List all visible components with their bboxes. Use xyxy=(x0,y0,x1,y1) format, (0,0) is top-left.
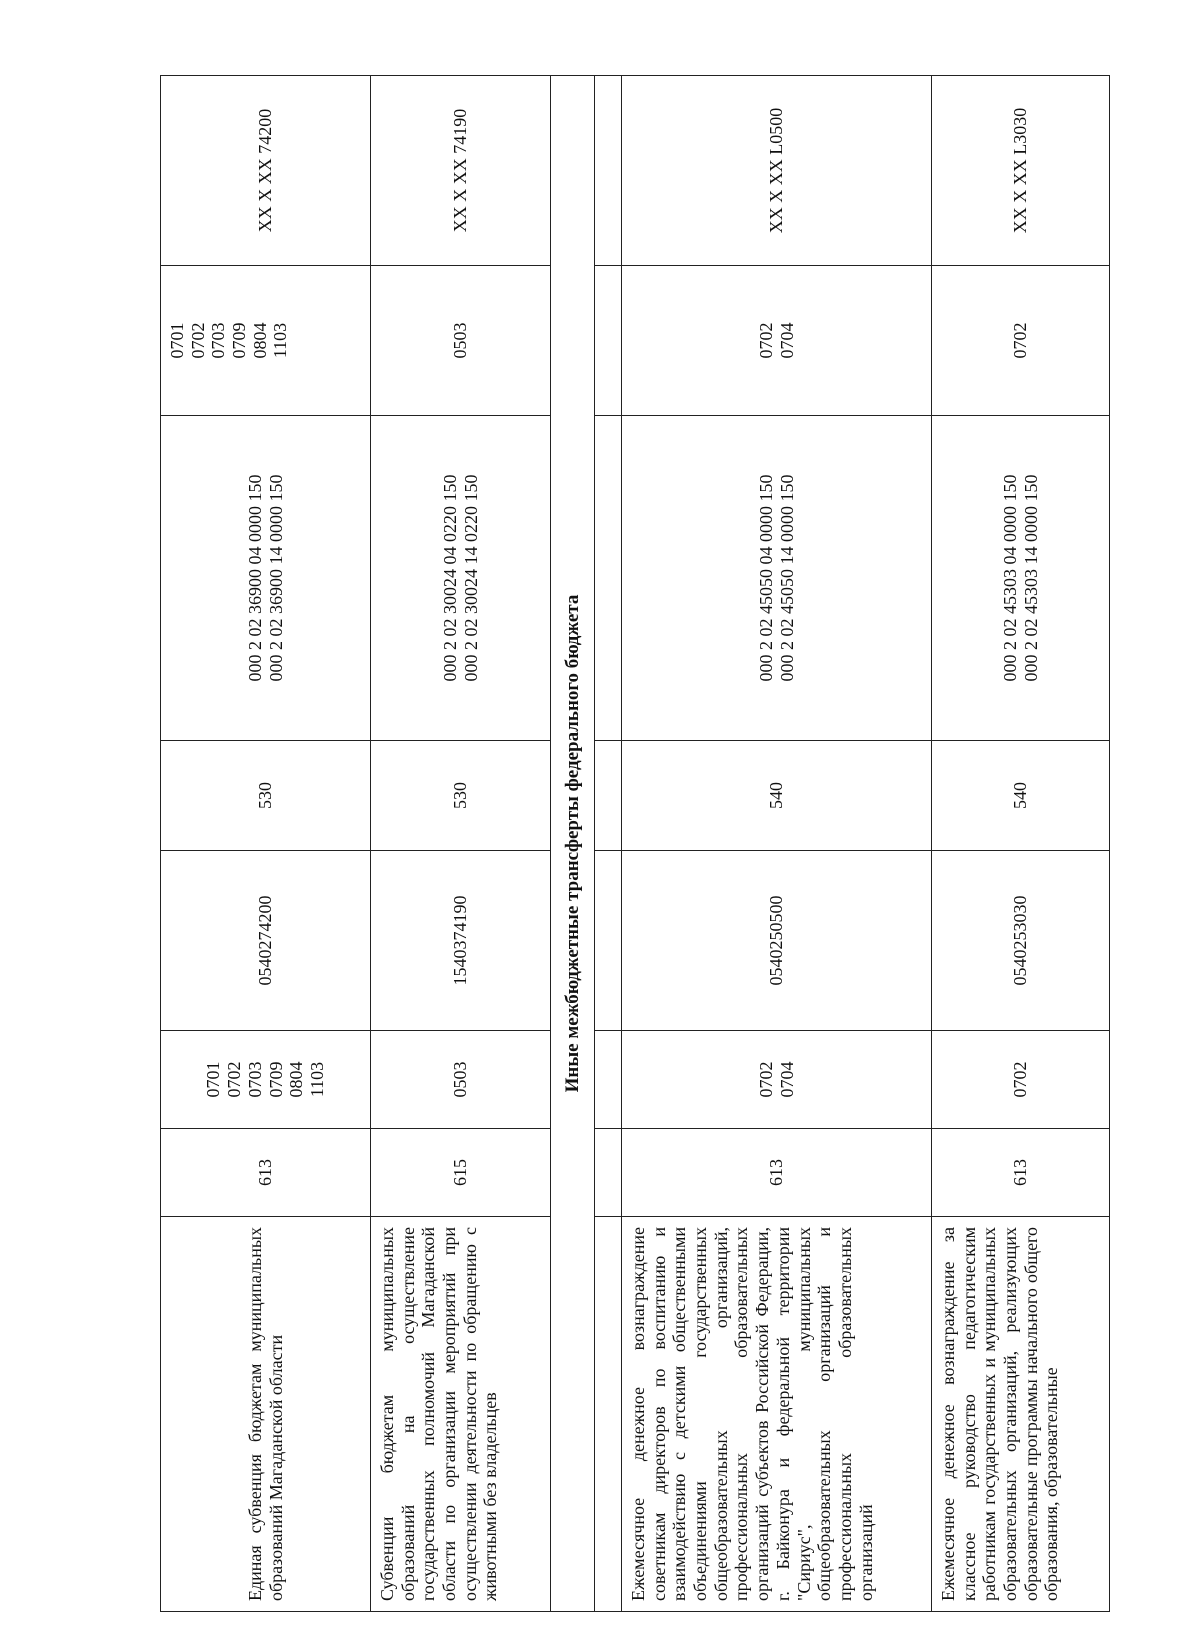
vr2-cell: 540 xyxy=(932,741,1110,851)
row-name: Ежемесячное денежное вознаграждение советникам директоров по воспитанию и взаимодействию с детскими общественными объединениями государственных общеобразовательных организаций, профессиональных образовательных организаций субъектов Российской Федерации, г. Байконура и федеральной территории "Сириус", муниципальных общеобразовательных организаций и профессиональных образовательных организаций xyxy=(622,1217,932,1612)
spacer-cell xyxy=(595,266,622,416)
vr2-cell: 530 xyxy=(161,741,371,851)
spacer-cell xyxy=(595,1129,622,1217)
spacer-cell xyxy=(595,1217,622,1612)
rz-cell: 0503 xyxy=(371,1031,551,1129)
csr-cell: 0540253030 xyxy=(932,851,1110,1031)
row-name: Субвенции бюджетам муниципальных образований на осуществление государственных полномочий Магаданской области по организации мероприятий при осуществлении деятельности по обращению с животными без владельцев xyxy=(371,1217,551,1612)
row-name: Единая субвенция бюджетам муниципальных образований Магаданской области xyxy=(161,1217,371,1612)
kbk-cell: 000 2 02 30024 04 0220 150 000 2 02 30024 14 0220 150 xyxy=(371,416,551,741)
csr-cell: 1540374190 xyxy=(371,851,551,1031)
spacer-cell xyxy=(595,1031,622,1129)
table-row xyxy=(932,76,1110,1612)
code-cell: XX X XX L3030 xyxy=(932,76,1110,266)
rz2-cell: 0702 0704 xyxy=(622,266,932,416)
table-row xyxy=(371,76,551,1612)
spacer-cell xyxy=(595,76,622,266)
rotated-page xyxy=(160,76,1110,1612)
csr-cell: 0540250500 xyxy=(622,851,932,1031)
section-header-row xyxy=(551,76,595,1612)
vr2-cell: 530 xyxy=(371,741,551,851)
csr-cell: 0540274200 xyxy=(161,851,371,1031)
rz-cell: 0702 xyxy=(932,1031,1110,1129)
budget-table xyxy=(160,75,1110,1612)
vr-cell: 613 xyxy=(161,1129,371,1217)
rz-cell: 0701 0702 0703 0709 0804 1103 xyxy=(161,1031,371,1129)
spacer-row xyxy=(595,76,622,1612)
table-row xyxy=(161,76,371,1612)
rz2-cell: 0503 xyxy=(371,266,551,416)
table-row xyxy=(622,76,932,1612)
spacer-cell xyxy=(595,851,622,1031)
section-title: Иные межбюджетные трансферты федерального бюджета xyxy=(551,76,595,1612)
spacer-cell xyxy=(595,416,622,741)
rz2-cell: 0702 xyxy=(932,266,1110,416)
row-name: Ежемесячное денежное вознаграждение за классное руководство педагогическим работникам государственных и муниципальных образовательных организаций, реализующих образовательные программы начального общего образования, образовательные xyxy=(932,1217,1110,1612)
vr2-cell: 540 xyxy=(622,741,932,851)
vr-cell: 613 xyxy=(622,1129,932,1217)
vr-cell: 613 xyxy=(932,1129,1110,1217)
spacer-cell xyxy=(595,741,622,851)
rz-cell: 0702 0704 xyxy=(622,1031,932,1129)
rz2-cell: 0701 0702 0703 0709 0804 1103 xyxy=(161,266,371,416)
kbk-cell: 000 2 02 36900 04 0000 150 000 2 02 36900 14 0000 150 xyxy=(161,416,371,741)
vr-cell: 615 xyxy=(371,1129,551,1217)
kbk-cell: 000 2 02 45303 04 0000 150 000 2 02 45303 14 0000 150 xyxy=(932,416,1110,741)
code-cell: XX X XX L0500 xyxy=(622,76,932,266)
code-cell: XX X XX 74200 xyxy=(161,76,371,266)
kbk-cell: 000 2 02 45050 04 0000 150 000 2 02 45050 14 0000 150 xyxy=(622,416,932,741)
code-cell: XX X XX 74190 xyxy=(371,76,551,266)
